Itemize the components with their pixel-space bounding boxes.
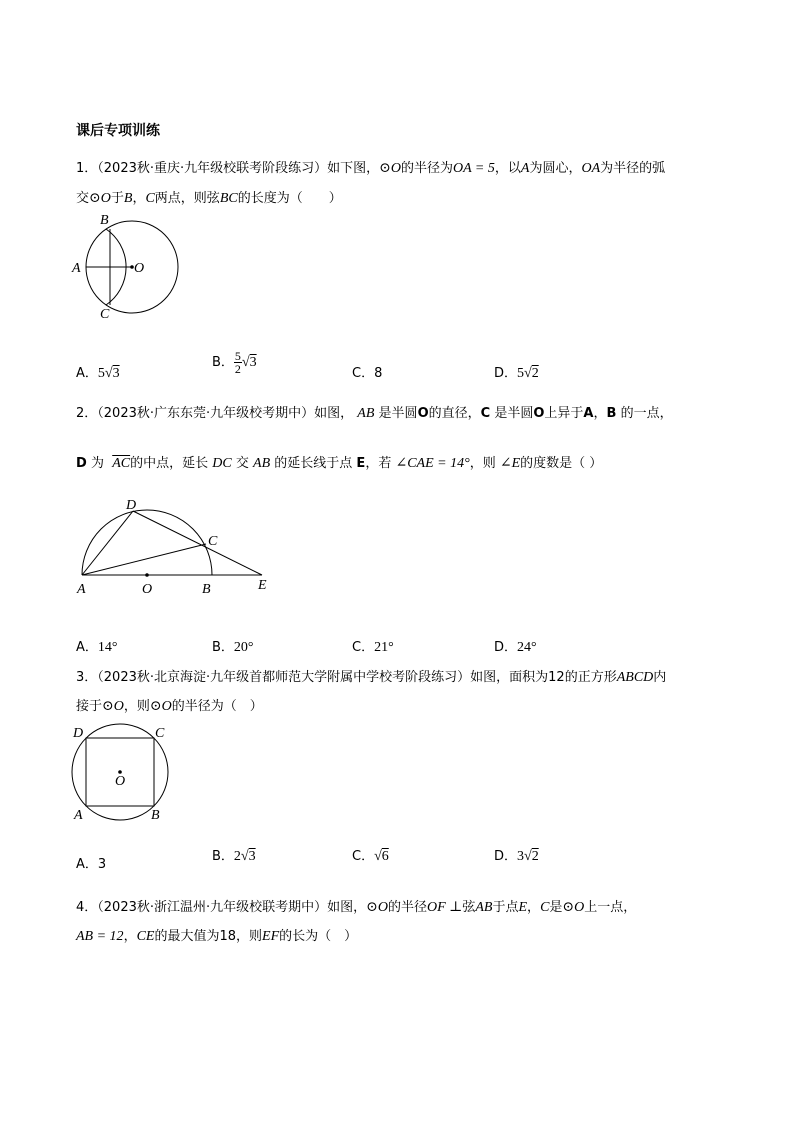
question-4-line-2 bbox=[76, 925, 357, 945]
q2-point: O bbox=[533, 406, 545, 421]
q2-point: O bbox=[417, 406, 429, 421]
q2-label-a: A bbox=[77, 582, 86, 597]
question-2-line-1 bbox=[76, 402, 673, 422]
q3-circle-o: ⊙O bbox=[102, 699, 124, 714]
q1-text: 的半径为 bbox=[401, 161, 454, 176]
fraction bbox=[234, 350, 242, 375]
q4-text: 的长为（ ） bbox=[279, 929, 358, 944]
fraction-numerator: 5 bbox=[234, 349, 241, 363]
q2-text: 是半圆 bbox=[378, 406, 418, 421]
q2-label-b: B bbox=[202, 582, 211, 597]
q3-option-a[interactable] bbox=[76, 853, 106, 872]
q1-option-c[interactable] bbox=[352, 362, 382, 381]
option-letter: D． bbox=[494, 640, 518, 655]
q2-text: ，则 bbox=[469, 456, 496, 471]
q1-text: 为圆心， bbox=[529, 161, 582, 176]
sqrt-sign: √ bbox=[524, 366, 532, 381]
q3-option-b[interactable] bbox=[212, 845, 256, 865]
section-title: 课后专项训练 bbox=[76, 123, 160, 139]
q3-text: 的半径为（ ） bbox=[171, 699, 263, 714]
option-radicand: 3 bbox=[248, 849, 256, 864]
option-letter: C． bbox=[352, 640, 375, 655]
question-2-line-2 bbox=[76, 452, 602, 472]
q3-circle-o: ⊙O bbox=[149, 699, 172, 714]
sqrt-sign: √ bbox=[240, 849, 249, 864]
q4-text: ，则 bbox=[236, 929, 263, 944]
q2-semicircle bbox=[82, 510, 212, 575]
q2-point: D bbox=[76, 456, 87, 471]
q3-label-a: A bbox=[74, 808, 83, 823]
q3-source: （2023秋·北京海淀·九年级首都师范大学附属中学校考阶段练习） bbox=[97, 670, 471, 685]
option-letter: B． bbox=[212, 355, 234, 370]
q2-text: 上异于 bbox=[544, 406, 584, 421]
option-value: 24° bbox=[517, 640, 537, 655]
q4-text: 弦 bbox=[462, 900, 476, 915]
q3-square: ABCD bbox=[616, 670, 654, 685]
q2-text: 的直径， bbox=[428, 406, 481, 421]
q3-option-d[interactable] bbox=[494, 845, 539, 865]
question-1-line-2 bbox=[76, 187, 342, 207]
question-4-line-1 bbox=[76, 896, 636, 916]
q2-center-dot bbox=[145, 573, 149, 577]
q1-text: ， bbox=[132, 191, 146, 206]
q4-chord: AB bbox=[475, 900, 493, 915]
option-radicand: 3 bbox=[249, 355, 257, 370]
q3-number: 3． bbox=[76, 670, 98, 685]
q3-text: ，则 bbox=[123, 699, 150, 714]
q4-source: （2023秋·浙江温州·九年级校联考期中） bbox=[97, 900, 328, 915]
q2-point: E bbox=[356, 456, 366, 471]
q4-radius: OF ⊥ bbox=[427, 900, 463, 915]
q1-text: 交 bbox=[76, 191, 90, 206]
option-value: 2 bbox=[233, 849, 241, 864]
q3-label-d: D bbox=[73, 726, 84, 741]
q2-text: 交 bbox=[235, 456, 249, 471]
fraction-denominator: 2 bbox=[234, 362, 241, 376]
q1-text: 为半径的弧 bbox=[600, 161, 666, 176]
q4-circle-o: ⊙O bbox=[562, 900, 585, 915]
option-value: 14° bbox=[97, 640, 118, 655]
q2-angle-e: ∠E bbox=[499, 456, 521, 471]
q4-max: 18 bbox=[219, 929, 237, 944]
sqrt-sign: √ bbox=[241, 355, 250, 370]
option-value: 21° bbox=[374, 640, 394, 655]
q3-text: 如图，面积为 bbox=[470, 670, 549, 685]
q1-text: 于 bbox=[110, 191, 124, 206]
q2-point: C bbox=[480, 406, 491, 421]
q3-text: 内 bbox=[653, 670, 667, 685]
question-3-line-1 bbox=[76, 666, 666, 686]
q4-text: ， bbox=[527, 900, 541, 915]
q2-point: A bbox=[583, 406, 594, 421]
q4-eq: AB = 12 bbox=[76, 929, 124, 944]
q2-segment: AB bbox=[253, 456, 271, 471]
q1-text: 如下图， bbox=[327, 161, 380, 176]
q3-label-b: B bbox=[151, 808, 160, 823]
q1-eq: OA = 5 bbox=[453, 161, 495, 176]
q4-text: ， bbox=[123, 929, 137, 944]
q2-option-a[interactable] bbox=[76, 636, 118, 656]
q1-chord: BC bbox=[219, 191, 238, 206]
option-letter: C． bbox=[352, 849, 375, 864]
option-letter: A． bbox=[76, 366, 98, 381]
q2-text: ，若 bbox=[365, 456, 392, 471]
q2-segment: DC bbox=[212, 456, 232, 471]
q1-circle-o: ⊙O bbox=[379, 161, 401, 176]
question-1-line-1 bbox=[76, 157, 665, 177]
q2-point: B bbox=[606, 406, 617, 421]
q1-label-o: O bbox=[134, 261, 145, 276]
q3-option-c[interactable] bbox=[352, 845, 389, 865]
q3-text: 接于 bbox=[76, 699, 103, 714]
q2-number: 2． bbox=[76, 406, 98, 421]
q4-text: 如图， bbox=[327, 900, 367, 915]
q2-text: 为 bbox=[90, 456, 104, 471]
q2-label-d: D bbox=[126, 498, 137, 513]
q1-segment: OA bbox=[581, 161, 601, 176]
option-radicand: 3 bbox=[112, 366, 120, 381]
q2-label-e: E bbox=[258, 578, 267, 593]
q2-source: （2023秋·广东东莞·九年级校考期中） bbox=[97, 406, 315, 421]
q1-source: （2023秋·重庆·九年级校联考阶段练习） bbox=[97, 161, 328, 176]
q1-text: 的长度为（ ） bbox=[237, 191, 342, 206]
q2-text: 的一点， bbox=[620, 406, 673, 421]
q2-segment: AB bbox=[357, 406, 375, 421]
option-value: 20° bbox=[233, 640, 254, 655]
q4-segment: CE bbox=[136, 929, 155, 944]
q1-text: 两点，则弦 bbox=[154, 191, 220, 206]
q3-label-c: C bbox=[155, 726, 165, 741]
q4-text: 是 bbox=[549, 900, 563, 915]
q2-text: 的度数是（ ） bbox=[520, 456, 603, 471]
option-letter: B． bbox=[212, 640, 234, 655]
q1-number: 1． bbox=[76, 161, 98, 176]
q2-option-d[interactable] bbox=[494, 636, 537, 656]
q2-option-b[interactable] bbox=[212, 636, 254, 656]
q2-text: ， bbox=[593, 406, 607, 421]
option-letter: A． bbox=[76, 640, 98, 655]
q1-option-d[interactable] bbox=[494, 362, 539, 382]
q2-label-o: O bbox=[142, 582, 153, 597]
option-letter: D． bbox=[494, 366, 518, 381]
sqrt-sign: √ bbox=[104, 366, 113, 381]
q1-label-c: C bbox=[100, 307, 110, 322]
q4-text: 的半径 bbox=[388, 900, 428, 915]
sqrt-sign: √ bbox=[374, 849, 382, 864]
q4-text: 的最大值为 bbox=[154, 929, 220, 944]
q1-figure bbox=[70, 205, 190, 325]
q2-text: 如图， bbox=[314, 406, 354, 421]
q1-text: ，以 bbox=[494, 161, 521, 176]
option-letter: B． bbox=[212, 849, 234, 864]
q4-circle-o: ⊙O bbox=[366, 900, 388, 915]
q1-point: A bbox=[520, 161, 530, 176]
q3-label-o: O bbox=[115, 774, 126, 789]
q4-number: 4． bbox=[76, 900, 98, 915]
option-letter: D． bbox=[494, 849, 518, 864]
q4-text: 上一点， bbox=[584, 900, 637, 915]
q2-text: 的中点，延长 bbox=[130, 456, 209, 471]
q2-angle: ∠CAE = 14° bbox=[395, 456, 470, 471]
q2-figure bbox=[72, 495, 282, 600]
q2-line-ac bbox=[82, 544, 206, 575]
q4-point: C bbox=[540, 900, 550, 915]
q3-figure bbox=[68, 722, 178, 826]
q2-text: 的延长线于点 bbox=[274, 456, 353, 471]
option-value: 5 bbox=[97, 366, 105, 381]
question-3-line-2 bbox=[76, 695, 263, 715]
q4-point: E bbox=[518, 900, 528, 915]
q1-label-a: A bbox=[72, 261, 81, 276]
q1-point: B bbox=[123, 191, 133, 206]
q1-option-a[interactable] bbox=[76, 362, 120, 382]
q3-area: 12 bbox=[548, 670, 565, 685]
q2-option-c[interactable] bbox=[352, 636, 394, 656]
q2-line-de bbox=[133, 511, 262, 575]
option-value: 3 bbox=[97, 857, 107, 872]
option-letter: A． bbox=[76, 857, 98, 872]
q1-point: C bbox=[145, 191, 155, 206]
sqrt-sign: √ bbox=[524, 849, 532, 864]
option-radicand: 2 bbox=[531, 366, 539, 381]
q1-option-b[interactable] bbox=[212, 350, 257, 375]
q2-text: 是半圆 bbox=[494, 406, 534, 421]
option-radicand: 6 bbox=[381, 849, 389, 864]
option-value: 3 bbox=[517, 849, 525, 864]
q1-circle-o: ⊙O bbox=[89, 191, 111, 206]
q4-segment: EF bbox=[262, 929, 280, 944]
q2-label-c: C bbox=[208, 534, 218, 549]
option-value: 8 bbox=[374, 366, 383, 381]
option-value: 5 bbox=[517, 366, 525, 381]
q2-line-ad bbox=[82, 511, 133, 575]
q1-label-b: B bbox=[100, 213, 109, 228]
q3-text: 的正方形 bbox=[564, 670, 617, 685]
q4-text: 于点 bbox=[492, 900, 519, 915]
option-radicand: 2 bbox=[531, 849, 539, 864]
option-letter: C． bbox=[352, 366, 375, 381]
q2-arc: $\overline{AC}$ bbox=[112, 456, 131, 471]
